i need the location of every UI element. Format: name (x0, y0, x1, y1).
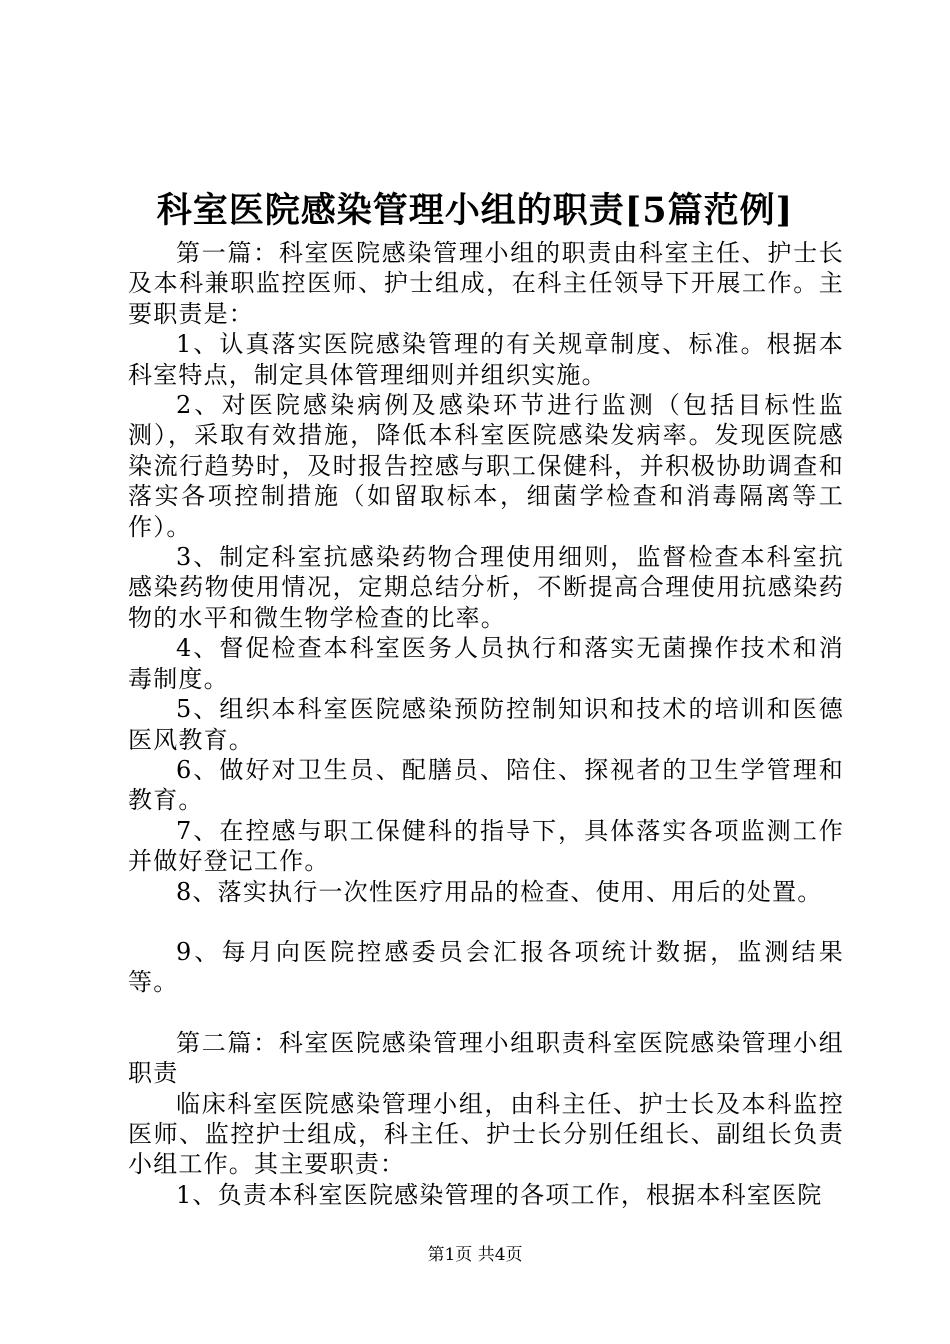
paragraph-item-2: 2、对医院感染病例及感染环节进行监测（包括目标性监测），采取有效措施，降低本科室医院感染发病率。发现医院感染流行趋势时，及时报告控感与职工保健科，并积极协助调查和落实各项控制措施（如留取标本，细菌学检查和消毒隔离等工作）。 (128, 391, 844, 541)
paragraph-section-2-heading: 第二篇：科室医院感染管理小组职责科室医院感染管理小组职责 (128, 1028, 844, 1088)
paragraph-section-2-item-1: 1、负责本科室医院感染管理的各项工作，根据本科室医院 (176, 1180, 823, 1209)
page-number-footer: 第1页 共4页 (427, 1245, 523, 1265)
paragraph-item-8: 8、落实执行一次性医疗用品的检查、使用、用后的处置。 (176, 877, 823, 906)
paragraph-item-9: 9、每月向医院控感委员会汇报各项统计数据，监测结果等。 (128, 937, 844, 997)
paragraph-item-5: 5、组织本科室医院感染预防控制知识和技术的培训和医德医风教育。 (128, 695, 844, 754)
paragraph-item-6: 6、做好对卫生员、配膳员、陪住、探视者的卫生学管理和教育。 (128, 755, 844, 815)
paragraph-section-2-intro: 临床科室医院感染管理小组，由科主任、护士长及本科监控医师、监控护士组成，科主任、护士长分别任组长、副组长负责小组工作。其主要职责： (128, 1089, 844, 1179)
paragraph-item-4: 4、督促检查本科室医务人员执行和落实无菌操作技术和消毒制度。 (128, 634, 844, 693)
paragraph-item-3: 3、制定科室抗感染药物合理使用细则，监督检查本科室抗感染药物使用情况，定期总结分析，不断提高合理使用抗感染药物的水平和微生物学检查的比率。 (128, 543, 844, 632)
paragraph-intro: 第一篇：科室医院感染管理小组的职责由科室主任、护士长及本科兼职监控医师、护士组成，在科主任领导下开展工作。主要职责是： (128, 239, 844, 328)
document-body (128, 238, 844, 1210)
paragraph-item-1: 1、认真落实医院感染管理的有关规章制度、标准。根据本科室特点，制定具体管理细则并组织实施。 (128, 330, 844, 389)
document-title: 科室医院感染管理小组的职责[5篇范例] (156, 190, 794, 231)
paragraph-item-7: 7、在控感与职工保健科的指导下，具体落实各项监测工作并做好登记工作。 (128, 816, 844, 876)
